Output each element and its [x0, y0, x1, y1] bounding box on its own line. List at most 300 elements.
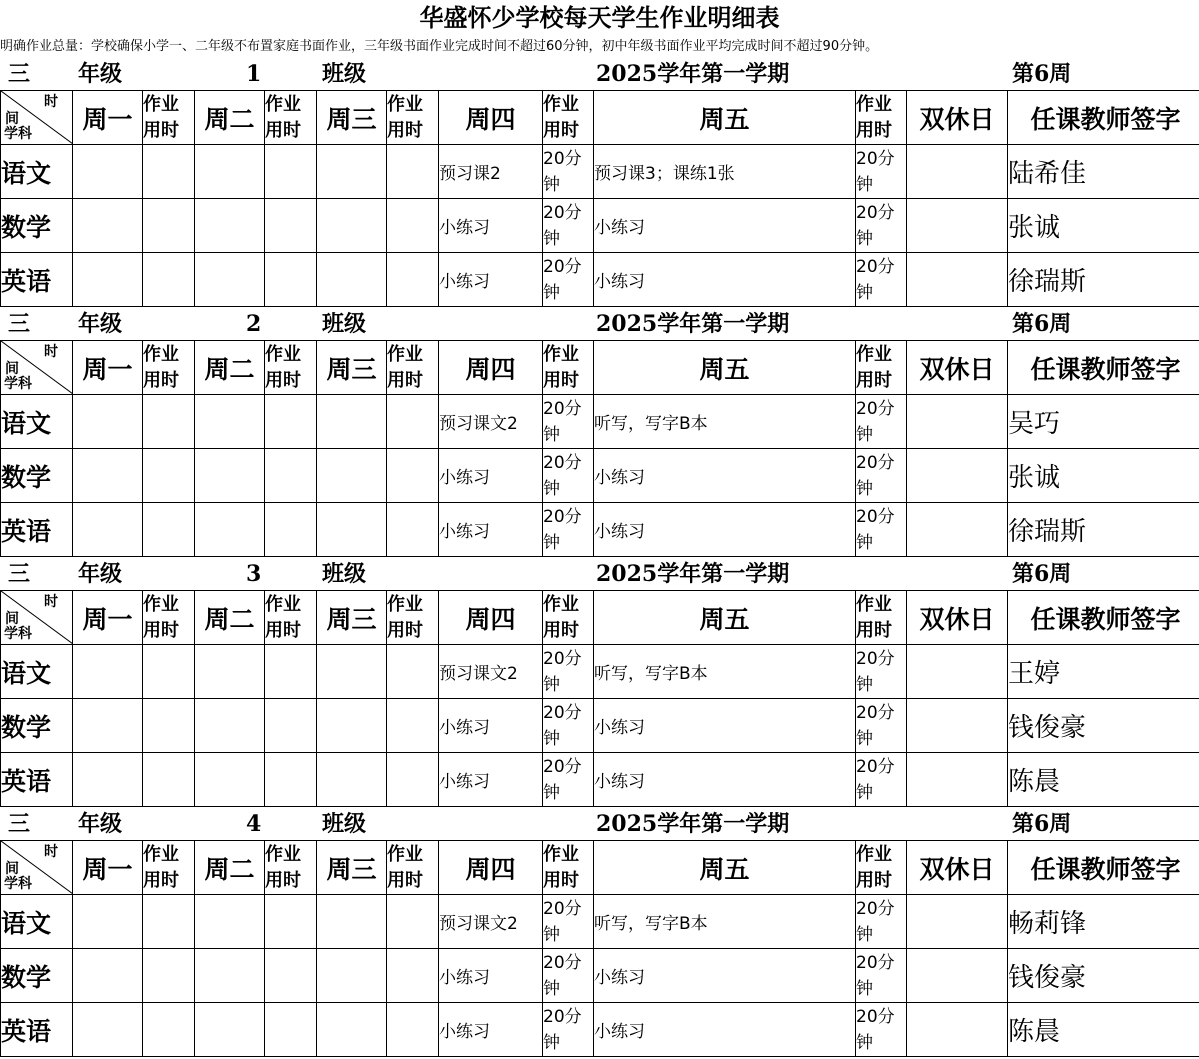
mon-homework-cell	[73, 645, 143, 699]
time-header-line1: 作业	[143, 94, 179, 115]
tue-homework-cell	[195, 645, 265, 699]
tue-homework-cell	[195, 699, 265, 753]
time-unit: 钟	[856, 1030, 906, 1056]
time-column-header	[543, 91, 594, 145]
wed-time-cell	[387, 395, 439, 449]
teacher-signature: 王婷	[1008, 645, 1199, 699]
day-header-thu: 周四	[439, 841, 543, 895]
mon-time-cell	[143, 395, 195, 449]
wed-time-cell	[387, 949, 439, 1003]
time-column-header	[543, 591, 594, 645]
time-header-line1: 作业	[387, 594, 423, 615]
grade-value: 三	[8, 309, 30, 340]
weekend-homework-cell	[907, 753, 1008, 807]
corner-subject-label: 学科	[4, 873, 32, 893]
time-header-line1: 作业	[856, 94, 892, 115]
time-unit: 钟	[543, 226, 593, 252]
week-label: 第6周	[1012, 59, 1071, 90]
wed-homework-cell	[317, 253, 387, 307]
subject-name: 英语	[1, 253, 73, 307]
day-header-wed: 周三	[317, 91, 387, 145]
time-unit: 钟	[856, 976, 906, 1002]
tue-time-cell	[265, 645, 317, 699]
thu-homework-cell: 预习课文2	[439, 395, 543, 449]
tue-time-cell	[265, 503, 317, 557]
wed-homework-cell	[317, 895, 387, 949]
corner-time-label: 时	[44, 91, 58, 111]
weekend-homework-cell	[907, 395, 1008, 449]
time-column-header	[265, 841, 317, 895]
tue-homework-cell	[195, 199, 265, 253]
tue-time-cell	[265, 753, 317, 807]
wed-time-cell	[387, 895, 439, 949]
wed-homework-cell	[317, 1003, 387, 1057]
mon-homework-cell	[73, 895, 143, 949]
time-header-line2: 用时	[143, 120, 179, 141]
time-header-line2: 用时	[143, 370, 179, 391]
mon-time-cell	[143, 949, 195, 1003]
time-column-header	[265, 591, 317, 645]
corner-time-label: 时	[44, 341, 58, 361]
weekend-homework-cell	[907, 895, 1008, 949]
wed-time-cell	[387, 503, 439, 557]
time-amount: 20分	[856, 950, 906, 976]
tue-time-cell	[265, 895, 317, 949]
teacher-signature: 张诚	[1008, 449, 1199, 503]
time-amount: 20分	[543, 396, 593, 422]
mon-homework-cell	[73, 1003, 143, 1057]
class-block	[0, 559, 1199, 809]
thu-time-cell	[543, 895, 594, 949]
homework-table	[0, 590, 1199, 807]
subject-name: 数学	[1, 449, 73, 503]
teacher-signature: 陈晨	[1008, 1003, 1199, 1057]
day-header-tue: 周二	[195, 91, 265, 145]
thu-homework-cell: 小练习	[439, 503, 543, 557]
table-row	[1, 449, 1199, 503]
tue-homework-cell	[195, 949, 265, 1003]
fri-homework-cell: 小练习	[594, 503, 856, 557]
time-column-header	[543, 341, 594, 395]
time-amount: 20分	[543, 450, 593, 476]
time-amount: 20分	[856, 504, 906, 530]
fri-time-cell	[856, 699, 907, 753]
class-label: 班级	[322, 309, 366, 340]
time-amount: 20分	[543, 254, 593, 280]
time-column-header	[143, 841, 195, 895]
weekend-homework-cell	[907, 199, 1008, 253]
table-row	[1, 395, 1199, 449]
day-header-fri: 周五	[594, 591, 856, 645]
thu-homework-cell: 小练习	[439, 699, 543, 753]
fri-homework-cell: 预习课3；课练1张	[594, 145, 856, 199]
time-unit: 钟	[856, 780, 906, 806]
day-header-mon: 周一	[73, 841, 143, 895]
tue-homework-cell	[195, 1003, 265, 1057]
fri-homework-cell: 听写，写字B本	[594, 645, 856, 699]
tue-homework-cell	[195, 503, 265, 557]
teacher-signature: 徐瑞斯	[1008, 503, 1199, 557]
tue-time-cell	[265, 395, 317, 449]
day-header-tue: 周二	[195, 841, 265, 895]
mon-time-cell	[143, 645, 195, 699]
mon-time-cell	[143, 753, 195, 807]
tue-time-cell	[265, 1003, 317, 1057]
wed-homework-cell	[317, 449, 387, 503]
time-column-header	[543, 841, 594, 895]
subject-name: 语文	[1, 395, 73, 449]
corner-time-label: 时	[44, 591, 58, 611]
subject-name: 语文	[1, 645, 73, 699]
teacher-signature: 徐瑞斯	[1008, 253, 1199, 307]
time-header-line1: 作业	[543, 594, 579, 615]
table-header-row	[1, 591, 1199, 645]
time-unit: 钟	[543, 922, 593, 948]
subject-name: 数学	[1, 199, 73, 253]
day-header-tue: 周二	[195, 341, 265, 395]
wed-homework-cell	[317, 199, 387, 253]
time-header-line1: 作业	[387, 844, 423, 865]
day-header-tue: 周二	[195, 591, 265, 645]
fri-homework-cell: 小练习	[594, 699, 856, 753]
table-row	[1, 753, 1199, 807]
subject-name: 英语	[1, 503, 73, 557]
time-column-header	[387, 341, 439, 395]
tue-homework-cell	[195, 145, 265, 199]
grade-value: 三	[8, 559, 30, 590]
time-unit: 钟	[856, 172, 906, 198]
mon-homework-cell	[73, 949, 143, 1003]
weekend-homework-cell	[907, 503, 1008, 557]
thu-homework-cell: 预习课2	[439, 145, 543, 199]
wed-time-cell	[387, 199, 439, 253]
teacher-signature: 畅莉锋	[1008, 895, 1199, 949]
grade-value: 三	[8, 59, 30, 90]
thu-time-cell	[543, 449, 594, 503]
time-unit: 钟	[856, 922, 906, 948]
teacher-signature-header: 任课教师签字	[1008, 841, 1199, 895]
time-header-line2: 用时	[543, 370, 579, 391]
time-header-line1: 作业	[265, 344, 301, 365]
corner-time-label-2: 间	[5, 358, 19, 378]
table-row	[1, 253, 1199, 307]
time-header-line1: 作业	[143, 344, 179, 365]
thu-time-cell	[543, 145, 594, 199]
weekend-homework-cell	[907, 145, 1008, 199]
tue-time-cell	[265, 253, 317, 307]
wed-homework-cell	[317, 645, 387, 699]
day-header-fri: 周五	[594, 91, 856, 145]
thu-time-cell	[543, 645, 594, 699]
tue-time-cell	[265, 949, 317, 1003]
weekend-homework-cell	[907, 1003, 1008, 1057]
mon-time-cell	[143, 199, 195, 253]
day-header-fri: 周五	[594, 841, 856, 895]
wed-time-cell	[387, 645, 439, 699]
fri-time-cell	[856, 949, 907, 1003]
subject-name: 英语	[1, 1003, 73, 1057]
time-unit: 钟	[543, 672, 593, 698]
class-block	[0, 309, 1199, 559]
time-header-line2: 用时	[543, 620, 579, 641]
tue-homework-cell	[195, 253, 265, 307]
corner-time-label-2: 间	[5, 108, 19, 128]
mon-time-cell	[143, 1003, 195, 1057]
day-header-mon: 周一	[73, 341, 143, 395]
time-header-line1: 作业	[856, 344, 892, 365]
time-amount: 20分	[856, 146, 906, 172]
corner-subject-label: 学科	[4, 623, 32, 643]
time-header-line2: 用时	[387, 370, 423, 391]
wed-time-cell	[387, 253, 439, 307]
table-row	[1, 1003, 1199, 1057]
time-unit: 钟	[856, 530, 906, 556]
wed-homework-cell	[317, 753, 387, 807]
corner-subject-label: 学科	[4, 373, 32, 393]
time-header-line1: 作业	[265, 844, 301, 865]
time-unit: 钟	[543, 1030, 593, 1056]
time-amount: 20分	[856, 450, 906, 476]
thu-homework-cell: 小练习	[439, 753, 543, 807]
time-amount: 20分	[543, 146, 593, 172]
time-amount: 20分	[543, 504, 593, 530]
time-amount: 20分	[856, 254, 906, 280]
homework-table	[0, 840, 1199, 1057]
teacher-signature: 陆希佳	[1008, 145, 1199, 199]
wed-homework-cell	[317, 699, 387, 753]
table-header-row	[1, 841, 1199, 895]
time-column-header	[387, 841, 439, 895]
homework-table	[0, 90, 1199, 307]
time-column-header	[143, 91, 195, 145]
tue-homework-cell	[195, 395, 265, 449]
subject-name: 语文	[1, 895, 73, 949]
weekend-homework-cell	[907, 253, 1008, 307]
time-amount: 20分	[856, 396, 906, 422]
teacher-signature-header: 任课教师签字	[1008, 341, 1199, 395]
time-column-header	[143, 341, 195, 395]
tue-homework-cell	[195, 753, 265, 807]
term-label: 2025学年第一学期	[596, 809, 789, 840]
time-unit: 钟	[856, 672, 906, 698]
grade-label: 年级	[78, 59, 122, 90]
day-header-thu: 周四	[439, 341, 543, 395]
table-row	[1, 199, 1199, 253]
time-amount: 20分	[543, 1004, 593, 1030]
week-label: 第6周	[1012, 809, 1071, 840]
mon-homework-cell	[73, 503, 143, 557]
term-label: 2025学年第一学期	[596, 309, 789, 340]
time-header-line1: 作业	[856, 594, 892, 615]
fri-time-cell	[856, 199, 907, 253]
table-row	[1, 645, 1199, 699]
mon-time-cell	[143, 895, 195, 949]
mon-time-cell	[143, 503, 195, 557]
time-amount: 20分	[543, 950, 593, 976]
day-header-wed: 周三	[317, 591, 387, 645]
subject-name: 英语	[1, 753, 73, 807]
thu-homework-cell: 小练习	[439, 199, 543, 253]
wed-time-cell	[387, 753, 439, 807]
fri-homework-cell: 听写，写字B本	[594, 895, 856, 949]
time-header-line2: 用时	[143, 620, 179, 641]
day-header-weekend: 双休日	[907, 841, 1008, 895]
thu-homework-cell: 小练习	[439, 1003, 543, 1057]
teacher-signature-header: 任课教师签字	[1008, 591, 1199, 645]
thu-time-cell	[543, 949, 594, 1003]
time-unit: 钟	[543, 976, 593, 1002]
table-row	[1, 503, 1199, 557]
thu-time-cell	[543, 395, 594, 449]
fri-homework-cell: 小练习	[594, 753, 856, 807]
time-amount: 20分	[543, 754, 593, 780]
day-header-thu: 周四	[439, 91, 543, 145]
time-column-header	[856, 591, 907, 645]
day-header-fri: 周五	[594, 341, 856, 395]
time-header-line2: 用时	[387, 870, 423, 891]
grade-label: 年级	[78, 809, 122, 840]
mon-time-cell	[143, 253, 195, 307]
time-header-line2: 用时	[856, 120, 892, 141]
time-header-line2: 用时	[387, 620, 423, 641]
time-header-line1: 作业	[265, 94, 301, 115]
teacher-signature: 张诚	[1008, 199, 1199, 253]
time-column-header	[856, 841, 907, 895]
thu-time-cell	[543, 503, 594, 557]
time-amount: 20分	[856, 700, 906, 726]
fri-time-cell	[856, 449, 907, 503]
time-unit: 钟	[856, 280, 906, 306]
table-header-row	[1, 91, 1199, 145]
day-header-thu: 周四	[439, 591, 543, 645]
time-header-line2: 用时	[543, 120, 579, 141]
teacher-signature-header: 任课教师签字	[1008, 91, 1199, 145]
day-header-mon: 周一	[73, 591, 143, 645]
time-amount: 20分	[856, 646, 906, 672]
time-amount: 20分	[856, 754, 906, 780]
class-info-row	[0, 559, 1199, 590]
time-header-line2: 用时	[543, 870, 579, 891]
fri-homework-cell: 小练习	[594, 1003, 856, 1057]
time-amount: 20分	[543, 896, 593, 922]
weekend-homework-cell	[907, 699, 1008, 753]
corner-header-cell	[1, 591, 73, 645]
time-amount: 20分	[543, 200, 593, 226]
class-label: 班级	[322, 559, 366, 590]
mon-homework-cell	[73, 449, 143, 503]
homework-table	[0, 340, 1199, 557]
class-label: 班级	[322, 59, 366, 90]
table-row	[1, 895, 1199, 949]
time-column-header	[265, 341, 317, 395]
time-unit: 钟	[856, 422, 906, 448]
time-unit: 钟	[543, 280, 593, 306]
term-label: 2025学年第一学期	[596, 59, 789, 90]
class-number: 2	[246, 309, 261, 340]
weekend-homework-cell	[907, 645, 1008, 699]
teacher-signature: 钱俊豪	[1008, 699, 1199, 753]
time-header-line2: 用时	[856, 620, 892, 641]
thu-time-cell	[543, 1003, 594, 1057]
mon-homework-cell	[73, 145, 143, 199]
class-number: 4	[246, 809, 261, 840]
table-row	[1, 949, 1199, 1003]
fri-time-cell	[856, 753, 907, 807]
term-label: 2025学年第一学期	[596, 559, 789, 590]
fri-time-cell	[856, 503, 907, 557]
wed-time-cell	[387, 145, 439, 199]
class-number: 3	[246, 559, 261, 590]
thu-homework-cell: 小练习	[439, 949, 543, 1003]
subject-name: 数学	[1, 949, 73, 1003]
tue-time-cell	[265, 145, 317, 199]
class-number: 1	[246, 59, 261, 90]
class-label: 班级	[322, 809, 366, 840]
time-column-header	[143, 591, 195, 645]
thu-homework-cell: 预习课文2	[439, 895, 543, 949]
time-column-header	[265, 91, 317, 145]
corner-header-cell	[1, 341, 73, 395]
fri-time-cell	[856, 253, 907, 307]
fri-time-cell	[856, 645, 907, 699]
mon-homework-cell	[73, 253, 143, 307]
subject-name: 数学	[1, 699, 73, 753]
time-header-line2: 用时	[265, 370, 301, 391]
grade-label: 年级	[78, 559, 122, 590]
time-column-header	[387, 591, 439, 645]
time-header-line1: 作业	[143, 594, 179, 615]
sheet-title: 华盛怀少学校每天学生作业明细表	[0, 0, 1199, 36]
weekend-homework-cell	[907, 449, 1008, 503]
teacher-signature: 钱俊豪	[1008, 949, 1199, 1003]
time-header-line1: 作业	[265, 594, 301, 615]
time-header-line1: 作业	[543, 94, 579, 115]
wed-time-cell	[387, 449, 439, 503]
time-unit: 钟	[543, 172, 593, 198]
time-header-line2: 用时	[143, 870, 179, 891]
tue-time-cell	[265, 449, 317, 503]
time-column-header	[387, 91, 439, 145]
corner-time-label: 时	[44, 841, 58, 861]
time-header-line2: 用时	[387, 120, 423, 141]
day-header-weekend: 双休日	[907, 91, 1008, 145]
time-unit: 钟	[543, 422, 593, 448]
mon-homework-cell	[73, 395, 143, 449]
time-header-line1: 作业	[387, 344, 423, 365]
tue-homework-cell	[195, 895, 265, 949]
corner-header-cell	[1, 91, 73, 145]
week-label: 第6周	[1012, 309, 1071, 340]
thu-homework-cell: 小练习	[439, 253, 543, 307]
thu-time-cell	[543, 699, 594, 753]
time-header-line2: 用时	[265, 620, 301, 641]
mon-homework-cell	[73, 699, 143, 753]
corner-header-cell	[1, 841, 73, 895]
time-header-line2: 用时	[856, 370, 892, 391]
class-info-row	[0, 309, 1199, 340]
mon-homework-cell	[73, 753, 143, 807]
time-amount: 20分	[856, 896, 906, 922]
wed-time-cell	[387, 1003, 439, 1057]
tue-time-cell	[265, 199, 317, 253]
fri-time-cell	[856, 1003, 907, 1057]
day-header-weekend: 双休日	[907, 341, 1008, 395]
table-row	[1, 699, 1199, 753]
fri-time-cell	[856, 895, 907, 949]
time-header-line1: 作业	[387, 94, 423, 115]
teacher-signature: 陈晨	[1008, 753, 1199, 807]
fri-homework-cell: 小练习	[594, 949, 856, 1003]
